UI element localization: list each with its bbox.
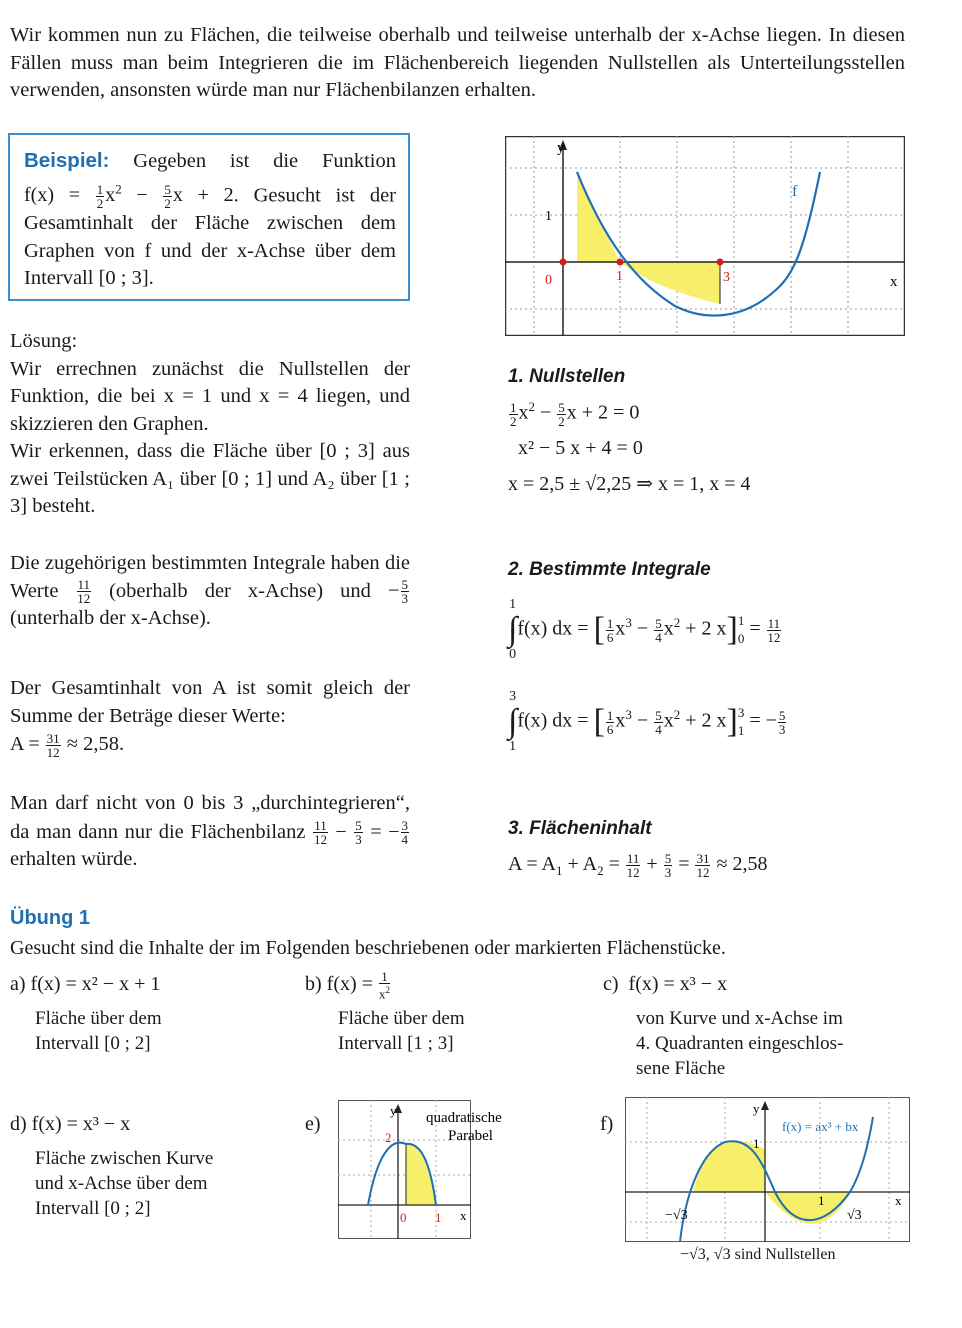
interval-end-point (717, 259, 724, 266)
item-d-label: d) (10, 1113, 27, 1135)
svg-text:1: 1 (435, 1210, 442, 1225)
step1-line1: $\frac{1}{2}$ $x^2$ − $\frac{5}{2}$ x + 2 = 0 (510, 399, 640, 429)
svg-text:y: y (753, 1101, 760, 1116)
svg-text:x: x (895, 1193, 902, 1208)
graph1-f-label: f (792, 183, 798, 200)
intro-paragraph: Wir kommen nun zu Flächen, die teilweise oberhalb und teilweise unterhalb der x-Achse liegen. In diesen Fällen muss man beim Integrieren die im Flächenbereich liegenden Nullstellen als Unterteilungsstellen verwenden, ansonsten würde man nur Flächenbilanzen erhalten. (10, 24, 905, 101)
solution-p5b: erhalten würde. (10, 848, 138, 871)
integral-1-3: 3 ∫ 1 f(x) dx = [ $\frac{1}{6}$ $x^3$ − $\frac{5}{4}$ $x^2 + 2$ x] 3 1 = − $\frac{5}{3}$ (508, 689, 786, 754)
item-c-desc3: sene Fläche (636, 1058, 726, 1079)
graph1-tick-x3: 3 (723, 270, 730, 285)
step1-heading: 1. Nullstellen (508, 366, 626, 387)
item-b-desc1: Fläche über dem (338, 1008, 465, 1029)
step2-heading: 2. Bestimmte Integrale (508, 559, 711, 580)
example-text-b: . Gesucht ist der Gesamtinhalt der Fläche zwischen dem Graphen von f und der x-Achse über dem Intervall [0 ; 3]. (24, 184, 397, 290)
solution-p3c: (unterhalb der x-Achse). (10, 607, 211, 630)
example-text-a: Gegeben ist die Funktion (133, 150, 396, 172)
solution-p2: Wir erkennen, dass die Fläche über [0 ; 3] aus zwei Teilstücken A₁ über [0 ; 1] und A₂ über [1 ; 3] besteht. (10, 440, 410, 517)
solution-heading: Lösung: (10, 330, 78, 352)
svg-text:0: 0 (400, 1210, 407, 1225)
solution-p3a: Die zugehörigen bestimmten Integrale haben die Werte (10, 552, 410, 602)
solution-p1: Wir errechnen zunächst die Nullstellen der Funktion, die bei x = 1 und x = 4 liegen, und skizzieren den Graphen. (10, 357, 410, 435)
graph1-tick-x1: 1 (616, 269, 623, 284)
item-a-label: a) (10, 973, 26, 995)
example-label: Beispiel: (24, 149, 110, 172)
solution-p3b: (oberhalb der x-Achse) und (109, 579, 371, 602)
item-a-desc1: Fläche über dem (35, 1008, 162, 1029)
item-b-desc2: Intervall [1 ; 3] (338, 1033, 454, 1054)
item-b-label: b) (305, 973, 322, 995)
item-c-function: f(x) = x³ − x (628, 973, 728, 995)
total-area: A = $\frac{31}{12}$ (10, 730, 60, 760)
item-a-function: f(x) = x² − x + 1 (30, 973, 161, 995)
item-f-label: f) (600, 1113, 614, 1135)
item-d-desc1: Fläche zwischen Kurve (35, 1148, 214, 1169)
exercise-title: Übung 1 (10, 907, 90, 929)
step1-line3: x = 2,5 ± √2,25 ⇒ x = 1, x = 4 (508, 473, 751, 495)
item-a-desc2: Intervall [0 ; 2] (35, 1033, 151, 1054)
item-e-graph (338, 1100, 528, 1240)
origin-point (560, 259, 567, 266)
area-balance: $\frac{11}{12}$ − $\frac{5}{3}$ = − $\frac{3}{4}$ (313, 818, 408, 848)
step3-formula: $A = A_1 + A_2$ = $\frac{11}{12}$ + $\frac{5}{3}$ = $\frac{31}{12}$ ≈ 2,58 (508, 850, 768, 880)
step3-heading: 3. Flächeninhalt (508, 818, 652, 839)
svg-text:y: y (390, 1103, 397, 1118)
item-f-graph (625, 1097, 910, 1242)
solution-p4-result: ≈ 2,58. (66, 733, 125, 755)
solution-p5a: Man darf nicht von 0 bis 3 „durchintegrieren“, da man dann nur die Flächenbilanz (10, 792, 410, 843)
svg-text:2: 2 (385, 1130, 392, 1145)
solution-p4: Der Gesamtinhalt von A ist somit gleich der Summe der Beträge dieser Werte: (10, 677, 410, 727)
svg-text:1: 1 (818, 1193, 825, 1208)
root-point (617, 259, 624, 266)
item-e-label: e) (305, 1113, 321, 1135)
item-f-note: −√3, √3 sind Nullstellen (680, 1246, 836, 1263)
item-b-function: f(x) = $\frac{1}{x^2}$ (326, 969, 390, 1002)
svg-text:−√3: −√3 (665, 1208, 688, 1223)
graph1-tick-1: 1 (545, 209, 552, 224)
example-box (8, 133, 410, 301)
item-d-desc3: Intervall [0 ; 2] (35, 1198, 151, 1219)
svg-text:x: x (460, 1208, 467, 1223)
svg-text:Parabel: Parabel (448, 1128, 493, 1144)
svg-text:1: 1 (753, 1136, 760, 1151)
step1-line2: x² − 5 x + 4 = 0 (518, 437, 643, 459)
svg-text:quadratische: quadratische (426, 1110, 502, 1126)
example-function: f(x) = $\frac{1}{2}$ $x^2$ − $\frac{5}{2}$ x + 2 (24, 181, 234, 212)
example-graph (505, 136, 905, 336)
item-c-label: c) (603, 973, 619, 995)
item-d-function: f(x) = x³ − x (31, 1113, 131, 1135)
graph1-x-label: x (890, 274, 898, 290)
item-d-desc2: und x-Achse über dem (35, 1173, 208, 1194)
integral-0-1: 1 ∫ 0 f(x) dx = [ $\frac{1}{6}$ $x^3$ − $\frac{5}{4}$ $x^2 + 2$ x] 1 0 = $\frac{11}{12}$ (508, 597, 781, 662)
item-f-function: f(x) = ax³ + bx (782, 1119, 859, 1134)
exercise-intro: Gesucht sind die Inhalte der im Folgenden beschriebenen oder markierten Flächenstücke. (10, 937, 726, 959)
item-c-desc2: 4. Quadranten eingeschlos- (636, 1033, 844, 1054)
graph1-y-label: y (557, 140, 565, 156)
value-eleven-twelfths: $\frac{11}{12}$ (77, 577, 91, 607)
svg-text:√3: √3 (847, 1208, 862, 1223)
graph1-tick-0: 0 (545, 273, 552, 288)
item-c-desc1: von Kurve und x-Achse im (636, 1008, 843, 1029)
